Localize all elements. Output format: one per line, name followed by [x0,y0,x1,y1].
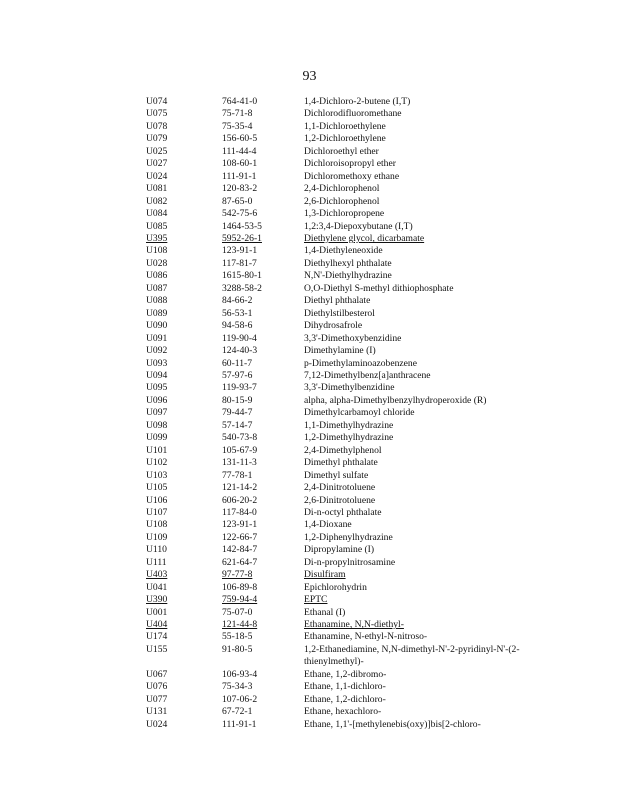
waste-code-cell: U085 [146,220,168,232]
substance-name-cell: Dipropylamine (I) [304,544,375,556]
table-row [146,470,566,482]
substance-name-cell: 3,3'-Dimethoxybenzidine [304,332,402,344]
substance-name-cell: Dichloroisopropyl ether [304,158,396,170]
substance-name-cell: O,O-Diethyl S-methyl dithiophosphate [304,282,454,294]
cas-number-cell: 75-35-4 [222,120,253,132]
cas-number-cell: 540-73-8 [222,432,258,444]
substance-name-cell: Dimethyl phthalate [304,457,378,469]
waste-code-cell: U041 [146,581,168,593]
cas-number-cell: 55-18-5 [222,631,253,643]
table-row [146,133,566,145]
table-row [146,631,566,643]
table-row [146,183,566,195]
table-row [146,382,566,394]
substance-name-cell: 1,4-Dioxane [304,519,352,531]
cas-number-cell: 119-90-4 [222,332,257,344]
waste-code-cell: U079 [146,133,168,145]
substance-name-cell: Di-n-propylnitrosamine [304,556,396,568]
table-row [146,283,566,295]
substance-name-cell: 2,4-Dinitrotoluene [304,482,376,494]
table-row [146,108,566,120]
table-row [146,158,566,170]
cas-number-cell: 106-89-8 [222,581,258,593]
cas-number-cell: 56-53-1 [222,307,253,319]
cas-number-cell: 3288-58-2 [222,282,262,294]
cas-number-cell: 123-91-1 [222,245,258,257]
waste-code-cell: U091 [146,332,168,344]
table-row [146,258,566,270]
waste-code-cell: U090 [146,320,168,332]
cas-number-cell: 142-84-7 [222,544,258,556]
substance-name-cell: alpha, alpha-Dimethylbenzylhydroperoxide (R) [304,394,487,406]
waste-code-cell: U107 [146,506,168,518]
page-number: 93 [302,69,317,84]
substance-name-cell: Dichloromethoxy ethane [304,170,400,182]
substance-name-cell: 2,6-Dinitrotoluene [304,494,376,506]
substance-name-cell: Dichlorodifluoromethane [304,108,402,120]
cas-number-cell: 121-44-8 [222,619,258,631]
table-row [146,320,566,332]
cas-number-cell: 97-77-8 [222,569,253,581]
cas-number-cell: 79-44-7 [222,407,253,419]
cas-number-cell: 111-91-1 [222,718,257,730]
table-row [146,519,566,531]
substance-name-cell: 1,2-Ethanediamine, N,N-dimethyl-N'-2-pyridinyl-N'-(2-thienylmethyl)- [304,643,520,668]
waste-code-cell: U155 [146,643,168,655]
substance-name-cell: Ethanamine, N,N-diethyl- [304,619,404,631]
cas-number-cell: 124-40-3 [222,345,258,357]
waste-code-cell: U131 [146,706,168,718]
substance-name-cell: 7,12-Dimethylbenz[a]anthracene [304,369,431,381]
cas-number-cell: 759-94-4 [222,594,258,606]
substance-name-cell: Ethane, 1,2-dibromo- [304,668,387,680]
substance-name-cell: 1,2-Dimethylhydrazine [304,432,394,444]
cas-number-cell: 94-58-6 [222,320,253,332]
substance-name-cell: Ethane, 1,1'-[methylenebis(oxy)]bis[2-chloro- [304,718,481,730]
waste-code-cell: U028 [146,257,168,269]
table-row [146,146,566,158]
waste-code-cell: U088 [146,295,168,307]
substance-name-cell: Ethanamine, N-ethyl-N-nitroso- [304,631,428,643]
cas-number-cell: 764-41-0 [222,96,258,107]
substance-name-cell: Diethyl phthalate [304,295,371,307]
table-row [146,333,566,345]
substance-name-cell: Ethane, 1,1-dichloro- [304,681,386,693]
cas-number-cell: 119-93-7 [222,382,257,394]
table-row [146,245,566,257]
table-row [146,507,566,519]
substance-name-cell: 1,1-Dichloroethylene [304,120,386,132]
cas-number-cell: 120-83-2 [222,183,258,195]
waste-code-cell: U095 [146,382,168,394]
substance-name-cell: Diethylhexyl phthalate [304,257,392,269]
cas-number-cell: 122-66-7 [222,531,258,543]
waste-code-cell: U076 [146,681,168,693]
waste-code-cell: U089 [146,307,168,319]
substance-name-cell: 1,2-Diphenylhydrazine [304,531,393,543]
table-row [146,681,566,693]
waste-code-cell: U075 [146,108,168,120]
table-row [146,370,566,382]
table-row [146,495,566,507]
table-row [146,594,566,606]
cas-number-cell: 111-91-1 [222,170,257,182]
waste-code-cell: U111 [146,556,167,568]
waste-code-cell: U108 [146,245,168,257]
waste-code-cell: U078 [146,120,168,132]
waste-code-cell: U174 [146,631,168,643]
substance-name-cell: Dichloroethyl ether [304,145,379,157]
substance-name-cell: Ethanal (I) [304,606,346,618]
table-row [146,420,566,432]
table-row [146,395,566,407]
cas-number-cell: 156-60-5 [222,133,258,145]
table-row [146,233,566,245]
table-row [146,694,566,706]
table-row [146,706,566,718]
substance-name-cell: 1,3-Dichloropropene [304,208,385,220]
substance-name-cell: 2,4-Dichlorophenol [304,183,380,195]
waste-code-cell: U096 [146,394,168,406]
substance-name-cell: Ethane, hexachloro- [304,706,382,718]
waste-code-cell: U110 [146,544,167,556]
cas-number-cell: 117-81-7 [222,257,257,269]
waste-code-cell: U084 [146,208,168,220]
table-row [146,532,566,544]
waste-code-cell: U092 [146,345,168,357]
substance-name-cell: Dimethyl sulfate [304,469,369,481]
table-row [146,358,566,370]
substance-name-cell: 2,4-Dimethylphenol [304,444,382,456]
substance-name-cell: Ethane, 1,2-dichloro- [304,693,386,705]
table-row [146,345,566,357]
table-row [146,196,566,208]
table-row [146,457,566,469]
cas-number-cell: 57-14-7 [222,419,253,431]
waste-code-cell: U086 [146,270,168,282]
substance-name-cell: EPTC [304,594,328,606]
waste-code-cell: U082 [146,195,168,207]
cas-number-cell: 105-67-9 [222,444,258,456]
cas-number-cell: 1464-53-5 [222,220,262,232]
waste-code-cell: U108 [146,519,168,531]
waste-code-cell: U390 [146,594,168,606]
table-row [146,669,566,681]
table-row [146,295,566,307]
waste-code-cell: U067 [146,668,168,680]
cas-number-cell: 75-34-3 [222,681,253,693]
waste-code-cell: U109 [146,531,168,543]
cas-number-cell: 542-75-6 [222,208,258,220]
table-row [146,557,566,569]
substance-name-cell: N,N'-Diethylhydrazine [304,270,392,282]
waste-code-cell: U098 [146,419,168,431]
substance-name-cell: Dihydrosafrole [304,320,363,332]
cas-number-cell: 75-07-0 [222,606,253,618]
substance-name-cell: Diethylstilbesterol [304,307,375,319]
cas-number-cell: 117-84-0 [222,506,257,518]
substance-name-cell: 1,4-Dichloro-2-butene (I,T) [304,96,411,107]
substance-name-cell: Di-n-octyl phthalate [304,506,382,518]
cas-number-cell: 84-66-2 [222,295,253,307]
cas-number-cell: 106-93-4 [222,668,258,680]
table-row [146,308,566,320]
substance-name-cell: Disulfiram [304,569,346,581]
cas-number-cell: 5952-26-1 [222,232,262,244]
substance-name-cell: 3,3'-Dimethylbenzidine [304,382,395,394]
waste-code-cell: U094 [146,369,168,381]
waste-code-cell: U097 [146,407,168,419]
table-row [146,96,566,108]
waste-code-cell: U103 [146,469,168,481]
table-row [146,270,566,282]
cas-number-cell: 123-91-1 [222,519,258,531]
cas-number-cell: 121-14-2 [222,482,258,494]
waste-code-cell: U081 [146,183,168,195]
cas-number-cell: 87-65-0 [222,195,253,207]
substance-name-cell: Dimethylamine (I) [304,345,376,357]
table-row [146,569,566,581]
waste-code-cell: U027 [146,158,168,170]
waste-code-cell: U106 [146,494,168,506]
substance-name-cell: Diethylene glycol, dicarbamate [304,232,425,244]
cas-number-cell: 60-11-7 [222,357,253,369]
table-row [146,644,566,669]
waste-code-cell: U403 [146,569,168,581]
waste-code-cell: U102 [146,457,168,469]
waste-code-cell: U024 [146,718,168,730]
table-row [146,582,566,594]
substance-name-cell: 2,6-Dichlorophenol [304,195,380,207]
table-row [146,221,566,233]
cas-number-cell: 621-64-7 [222,556,258,568]
substance-name-cell: Epichlorohydrin [304,581,367,593]
substance-name-cell: p-Dimethylaminoazobenzene [304,357,417,369]
waste-code-cell: U093 [146,357,168,369]
cas-number-cell: 111-44-4 [222,145,257,157]
waste-code-cell: U024 [146,170,168,182]
cas-number-cell: 1615-80-1 [222,270,262,282]
table-row [146,619,566,631]
waste-code-table [146,96,566,731]
table-row [146,407,566,419]
waste-code-cell: U101 [146,444,168,456]
cas-number-cell: 67-72-1 [222,706,253,718]
table-row [146,208,566,220]
substance-name-cell: 1,4-Diethyleneoxide [304,245,383,257]
cas-number-cell: 606-20-2 [222,494,258,506]
waste-code-cell: U074 [146,96,168,107]
cas-number-cell: 91-80-5 [222,643,253,655]
cas-number-cell: 131-11-3 [222,457,257,469]
table-row [146,719,566,731]
table-row [146,607,566,619]
table-row [146,544,566,556]
table-row [146,445,566,457]
waste-code-cell: U087 [146,282,168,294]
table-row [146,482,566,494]
table-row [146,121,566,133]
cas-number-cell: 57-97-6 [222,369,253,381]
waste-code-cell: U077 [146,693,168,705]
table-row [146,171,566,183]
waste-code-cell: U404 [146,619,168,631]
substance-name-cell: 1,2:3,4-Diepoxybutane (I,T) [304,220,413,232]
substance-name-cell: Dimethylcarbamoyl chloride [304,407,415,419]
waste-code-cell: U105 [146,482,168,494]
table-row [146,432,566,444]
cas-number-cell: 80-15-9 [222,394,253,406]
substance-name-cell: 1,2-Dichloroethylene [304,133,386,145]
waste-code-cell: U099 [146,432,168,444]
cas-number-cell: 75-71-8 [222,108,253,120]
waste-code-cell: U025 [146,145,168,157]
cas-number-cell: 108-60-1 [222,158,258,170]
cas-number-cell: 107-06-2 [222,693,258,705]
waste-code-cell: U001 [146,606,168,618]
waste-code-cell: U395 [146,232,168,244]
cas-number-cell: 77-78-1 [222,469,253,481]
substance-name-cell: 1,1-Dimethylhydrazine [304,419,394,431]
